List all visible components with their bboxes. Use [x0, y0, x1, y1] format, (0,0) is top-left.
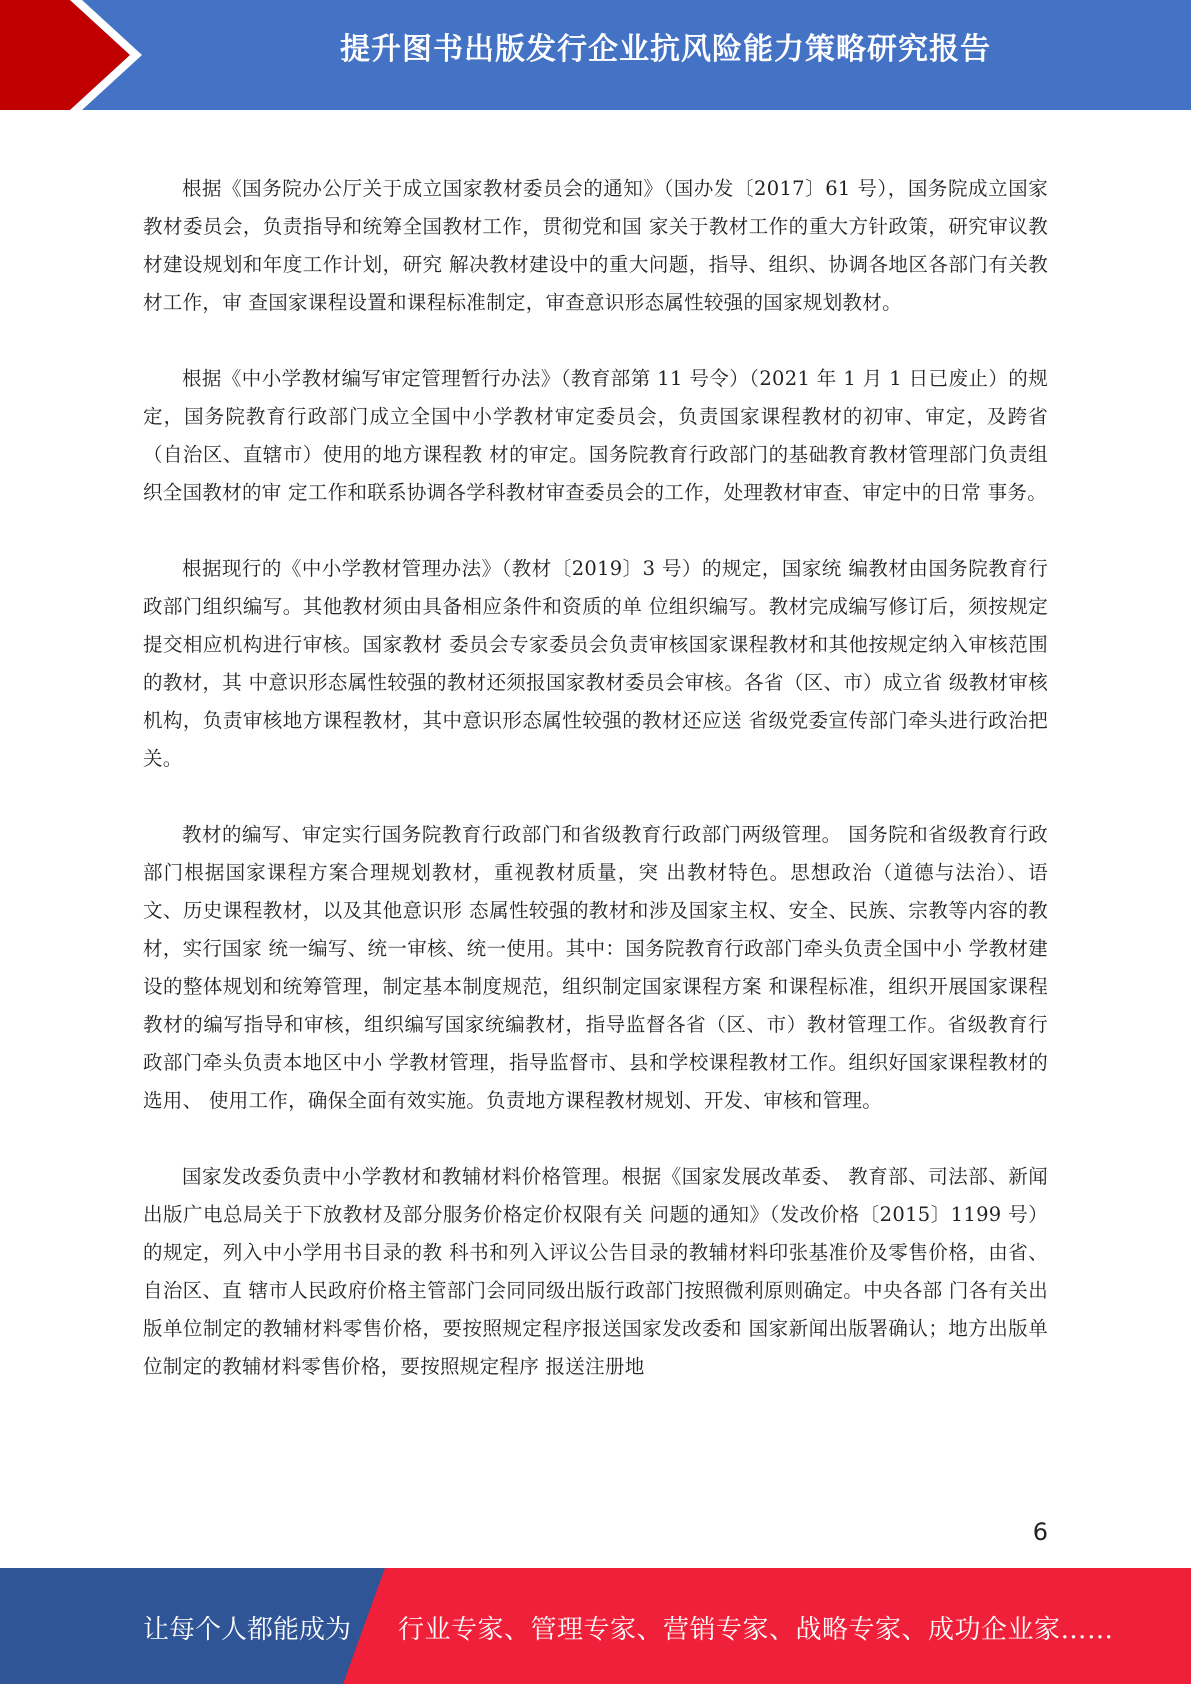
page-header: [0, 0, 1191, 110]
paragraph-5: 国家发改委负责中小学教材和教辅材料价格管理。根据《国家发展改革委、 教育部、司法部、新闻出版广电总局关于下放教材及部分服务价格定价权限有关 问题的通知》（发改价格〔2015〕1199 号）的规定，列入中小学用书目录的教 科书和列入评议公告目录的教辅材料印张基准价及零售价格，由省、自治区、直 辖市人民政府价格主管部门会同同级出版行政部门按照微利原则确定。中央各部 门各有关出版单位制定的教辅材料零售价格，要按照规定程序报送国家发改委和 国家新闻出版署确认；地方出版单位制定的教辅材料零售价格，要按照规定程序 报送注册地: [143, 1165, 1048, 1378]
document-body: [143, 170, 1048, 1424]
paragraph-1: 根据《国务院办公厅关于成立国家教材委员会的通知》（国办发〔2017〕61 号），国务院成立国家教材委员会，负责指导和统筹全国教材工作，贯彻党和国 家关于教材工作的重大方针政策，研究审议教材建设规划和年度工作计划，研究 解决教材建设中的重大问题，指导、组织、协调各地区各部门有关教材工作，审 查国家课程设置和课程标准制定，审查意识形态属性较强的国家规划教材。: [143, 177, 1048, 314]
arrow-red-shape: [0, 0, 130, 110]
paragraph-2: 根据《中小学教材编写审定管理暂行办法》（教育部第 11 号令）（2021 年 1 月 1 日已废止）的规定，国务院教育行政部门成立全国中小学教材审定委员会，负责国家课程教材的初审、审定，及跨省（自治区、直辖市）使用的地方课程教 材的审定。国务院教育行政部门的基础教育教材管理部门负责组织全国教材的审 定工作和联系协调各学科教材审查委员会的工作，处理教材审查、审定中的日常 事务。: [143, 367, 1048, 504]
page-footer: [0, 1568, 1191, 1684]
footer-slogan-right: 行业专家、管理专家、营销专家、战略专家、成功企业家……: [398, 1615, 1114, 1645]
chevron-right-arrow-icon: [0, 0, 160, 110]
paragraph-3: 根据现行的《中小学教材管理办法》（教材〔2019〕3 号）的规定，国家统 编教材由国务院教育行政部门组织编写。其他教材须由具备相应条件和资质的单 位组织编写。教材完成编写修订后，须按规定提交相应机构进行审核。国家教材 委员会专家委员会负责审核国家课程教材和其他按规定纳入审核范围的教材，其 中意识形态属性较强的教材还须报国家教材委员会审核。各省（区、市）成立省 级教材审核机构，负责审核地方课程教材，其中意识形态属性较强的教材还应送 省级党委宣传部门牵头进行政治把关。: [143, 557, 1048, 770]
page-number: 6: [1032, 1518, 1048, 1546]
report-title: 提升图书出版发行企业抗风险能力策略研究报告: [340, 32, 991, 67]
paragraph-4: 教材的编写、审定实行国务院教育行政部门和省级教育行政部门两级管理。 国务院和省级教育行政部门根据国家课程方案合理规划教材，重视教材质量，突 出教材特色。思想政治（道德与法治）、语文、历史课程教材，以及其他意识形 态属性较强的教材和涉及国家主权、安全、民族、宗教等内容的教材，实行国家 统一编写、统一审核、统一使用。其中：国务院教育行政部门牵头负责全国中小 学教材建设的整体规划和统筹管理，制定基本制度规范，组织制定国家课程方案 和课程标准，组织开展国家课程教材的编写指导和审核，组织编写国家统编教材，指导监督各省（区、市）教材管理工作。省级教育行政部门牵头负责本地区中小 学教材管理，指导监督市、县和学校课程教材工作。组织好国家课程教材的选用、 使用工作，确保全面有效实施。负责地方课程教材规划、开发、审核和管理。: [143, 823, 1048, 1112]
footer-slogan-left: 让每个人都能成为: [143, 1615, 352, 1645]
